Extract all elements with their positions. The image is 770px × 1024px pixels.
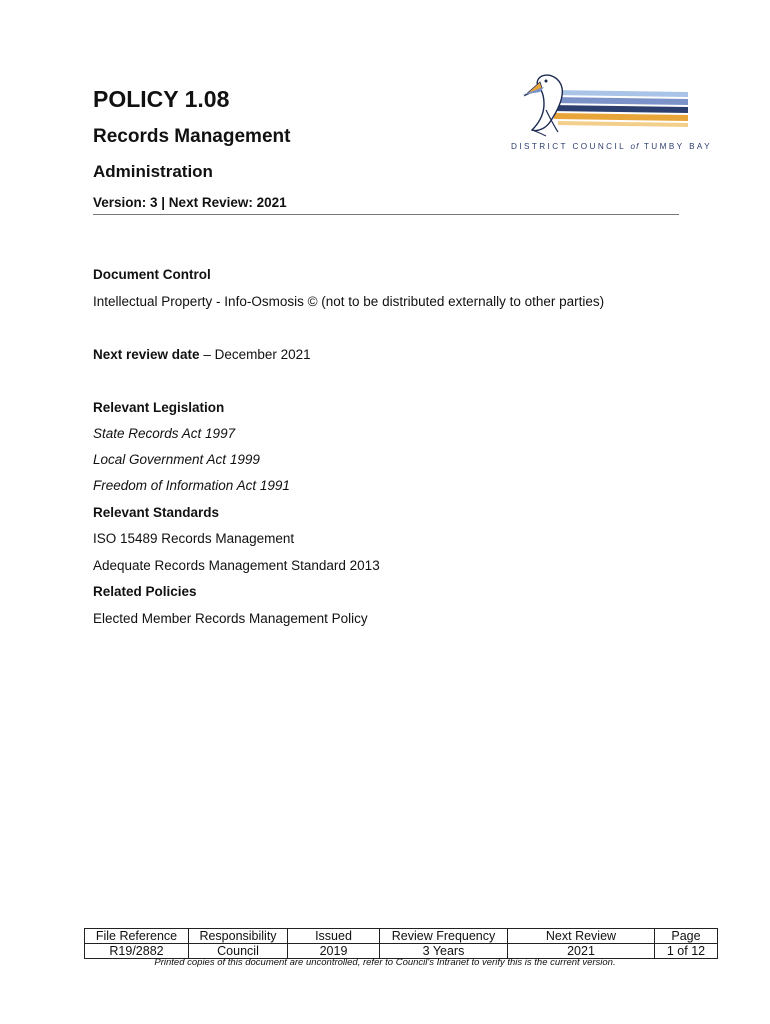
next-review-label: Next review date xyxy=(93,347,200,362)
policy-category: Administration xyxy=(93,162,213,181)
related-policies-heading: Related Policies xyxy=(93,584,197,599)
footer-value-cell: 3 Years xyxy=(380,944,508,959)
next-review-line xyxy=(93,347,311,362)
footer-value-cell: 1 of 12 xyxy=(655,944,718,959)
related-policy-item: Elected Member Records Management Policy xyxy=(93,611,368,626)
policy-number: POLICY 1.08 xyxy=(93,86,230,112)
footer-value-cell: 2021 xyxy=(508,944,655,959)
header-divider xyxy=(93,214,679,215)
policy-title: Records Management xyxy=(93,126,291,147)
version-line: Version: 3 | Next Review: 2021 xyxy=(93,195,287,210)
footer-header-cell: Review Frequency xyxy=(380,929,508,944)
footer-table xyxy=(84,928,718,959)
legislation-item: Local Government Act 1999 xyxy=(93,452,260,467)
footer-header-cell: Issued xyxy=(288,929,380,944)
footer-value-cell: Council xyxy=(189,944,288,959)
legislation-item: Freedom of Information Act 1991 xyxy=(93,478,290,493)
footer-header-cell: Next Review xyxy=(508,929,655,944)
council-name: DISTRICT COUNCIL of TUMBY BAY xyxy=(511,142,713,151)
standards-item: Adequate Records Management Standard 2013 xyxy=(93,558,380,573)
footer-header-cell: Responsibility xyxy=(189,929,288,944)
standards-heading: Relevant Standards xyxy=(93,505,220,520)
document-control-heading: Document Control xyxy=(93,267,211,282)
footer-value-cell: R19/2882 xyxy=(85,944,189,959)
footer-header-cell: File Reference xyxy=(85,929,189,944)
legislation-heading: Relevant Legislation xyxy=(93,400,225,415)
footer-note: Printed copies of this document are uncontrolled, refer to Council's Intranet to verify this is the current version. xyxy=(154,957,616,968)
footer-header-row xyxy=(85,929,718,944)
standards-item: ISO 15489 Records Management xyxy=(93,531,295,546)
footer-header-cell: Page xyxy=(655,929,718,944)
next-review-value: – December 2021 xyxy=(199,347,311,362)
footer-value-cell: 2019 xyxy=(288,944,380,959)
document-control-text: Intellectual Property - Info-Osmosis © (not to be distributed externally to other parties) xyxy=(93,294,605,309)
legislation-item: State Records Act 1997 xyxy=(93,426,236,441)
